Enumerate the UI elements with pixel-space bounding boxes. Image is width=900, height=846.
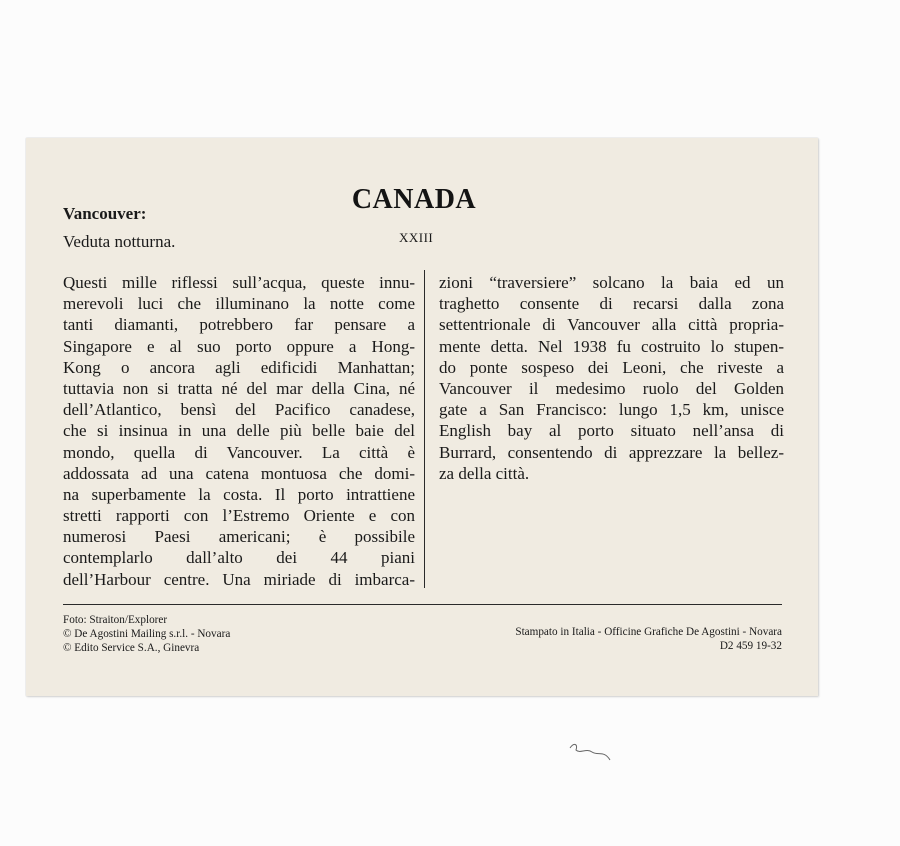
body-line: Questi mille riflessi sull’acqua, queste innu- bbox=[63, 273, 415, 292]
body-line: settentrionale di Vancouver alla città propria- bbox=[439, 315, 784, 335]
body-column-right bbox=[439, 272, 784, 484]
body-line: na superbamente la costa. Il porto intrattiene bbox=[63, 484, 415, 504]
body-line: English bay al porto situato nell’ansa di bbox=[439, 421, 784, 441]
body-line: za della città. bbox=[439, 463, 530, 483]
body-line: do ponte sospeso dei Leoni, che riveste a bbox=[439, 357, 784, 377]
photo-credits bbox=[63, 613, 230, 655]
body-line: stretti rapporti con l’Estremo Oriente e con bbox=[63, 506, 415, 526]
body-line: Singapore e al suo porto oppure a Hong- bbox=[63, 336, 415, 356]
body-line: tuttavia non si tratta né del mar della Cina, né bbox=[63, 378, 415, 398]
credit-line: © Edito Service S.A., Ginevra bbox=[63, 642, 200, 654]
footer-rule bbox=[63, 604, 782, 605]
column-divider bbox=[424, 270, 425, 588]
body-line: merevoli luci che illuminano la notte come bbox=[63, 294, 415, 314]
place-subtitle: Veduta notturna. bbox=[63, 232, 176, 251]
body-line: mondo, quella di Vancouver. La città è bbox=[63, 442, 415, 462]
body-line: Burrard, consentendo di apprezzare la bellez- bbox=[439, 442, 784, 462]
product-code: D2 459 19-32 bbox=[719, 640, 782, 652]
card-title: CANADA bbox=[351, 184, 477, 215]
card-number: XXIII bbox=[399, 230, 434, 245]
body-line: mente detta. Nel 1938 fu costruito lo stupen- bbox=[439, 336, 784, 356]
postcard-back bbox=[26, 138, 818, 696]
printer-line: Stampato in Italia - Officine Grafiche De Agostini - Novara bbox=[515, 626, 782, 638]
body-line: dell’Harbour centre. Una miriade di imbarca- bbox=[63, 569, 415, 589]
body-line: Vancouver il medesimo ruolo del Golden bbox=[439, 378, 784, 398]
body-line: che si insinua in una delle più belle baie del bbox=[63, 421, 415, 441]
body-line: Kong o ancora agli edificidi Manhattan; bbox=[63, 357, 415, 377]
body-line: addossata ad una catena montuosa che domi- bbox=[63, 463, 415, 483]
body-line: zioni “traversiere” solcano la baia ed un bbox=[439, 273, 784, 292]
credit-line: © De Agostini Mailing s.r.l. - Novara bbox=[63, 628, 231, 640]
body-line: traghetto consente di recarsi dalla zona bbox=[439, 294, 784, 314]
body-line: tanti diamanti, potrebbero far pensare a bbox=[63, 315, 415, 335]
credit-line: Foto: Straiton/Explorer bbox=[63, 614, 168, 626]
body-line: gate a San Francisco: lungo 1,5 km, unisce bbox=[439, 400, 784, 420]
body-line: contemplarlo dall’alto dei 44 piani bbox=[63, 548, 415, 568]
body-line: dell’Atlantico, bensì del Pacifico canadese, bbox=[63, 400, 415, 420]
body-line: numerosi Paesi americani; è possibile bbox=[63, 527, 415, 547]
printer-info bbox=[515, 625, 782, 653]
body-column-left bbox=[63, 272, 415, 590]
place-heading: Vancouver: bbox=[63, 204, 147, 223]
scribble-mark bbox=[566, 738, 616, 768]
